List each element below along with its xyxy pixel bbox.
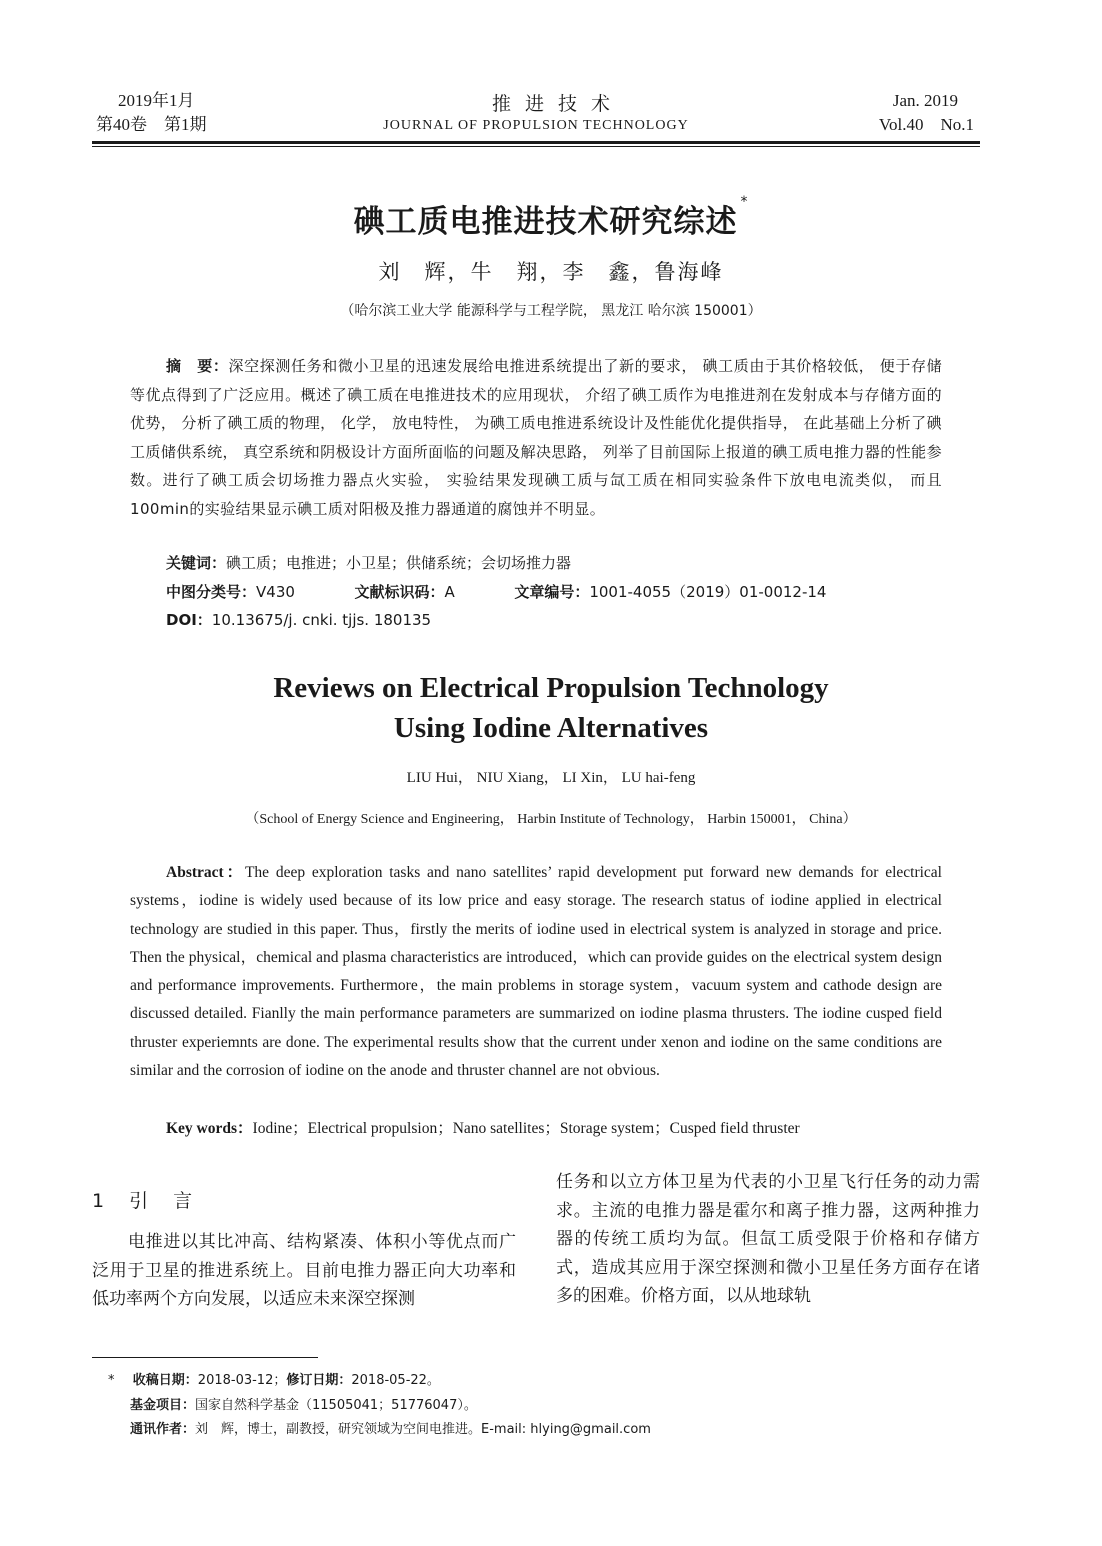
- abstract-cn-text: 深空探测任务和微小卫星的迅速发展给电推进系统提出了新的要求， 碘工质由于其价格较低， 便于存储等优点得到了广泛应用。概述了碘工质在电推进技术的应用现状， 介绍了碘工质作为电推进剂在发射成本与存储方面的优势， 分析了碘工质的物理， 化学， 放电特性， 为碘工质电推进系统设计及性能优化提供指导， 在此基础上分析了碘工质储供系统， 真空系统和阴极设计方面所面临的问题及解决思路， 列举了目前国际上报道的碘工质电推力器的性能参数。进行了碘工质会切场推力器点火实验， 实验结果发现碘工质与氙工质在相同实验条件下放电电流类似， 而且100min的实验结果显示碘工质对阳极及推力器通道的腐蚀并不明显。: [130, 357, 942, 518]
- header-volume-cn: 第40卷 第1期: [96, 115, 207, 134]
- abstract-cn: [130, 352, 942, 523]
- abstract-cn-label: 摘 要：: [166, 357, 229, 375]
- section-heading: 1 引 言: [92, 1190, 196, 1212]
- footnote-dates: * 收稿日期：2018-03-12；修订日期：2018-05-22。: [108, 1373, 440, 1388]
- body-column-left: 电推进以其比冲高、结构紧凑、体积小等优点而广泛用于卫星的推进系统上。目前电推力器正向大功率和低功率两个方向发展，以适应未来深空探测: [92, 1232, 516, 1309]
- footnote-fund: 基金项目：国家自然科学基金（11505041；51776047）。: [130, 1398, 477, 1413]
- affiliation-cn: （哈尔滨工业大学 能源科学与工程学院， 黑龙江 哈尔滨 150001）: [340, 303, 762, 319]
- title-footnote-mark: *: [740, 194, 749, 210]
- paper-title-en: Reviews on Electrical Propulsion Technology Using Iodine Alternatives: [273, 672, 829, 744]
- body-column-right: 任务和以立方体卫星为代表的小卫星飞行任务的动力需求。主流的电推力器是霍尔和离子推力器，这两种推力器的传统工质均为氙。但氙工质受限于价格和存储方式，造成其应用于深空探测和微小卫星任务方面存在诸多的困难。价格方面，以从地球轨: [556, 1172, 980, 1306]
- header-rule-thick: [92, 141, 980, 144]
- doi-line: DOI：10.13675/j. cnki. tjjs. 180135: [166, 611, 432, 629]
- header-rule-thin: [92, 146, 980, 147]
- header-volume-en: Vol.40 No.1: [878, 115, 974, 134]
- abstract-en-label: Abstract：: [166, 864, 245, 881]
- authors-en: LIU Hui， NIU Xiang， LI Xin， LU hai-feng: [406, 770, 696, 786]
- abstract-en-text: The deep exploration tasks and nano satellites’ rapid development put forward new demands for electrical systems，iodine is widely used because of its low price and easy storage. The research status of iodine applied in electrical technology are studied in this paper. Thus，firstly the merits of iodine used in electrical system is analyzed in storage and price. Then the physical，chemical and plasma characteristics are introduced，which can provide guides on the electrical system design and performance improvements. Furthermore，the main problems in storage system，vacuum system and cathode design are discussed detailed. Fianlly the main performance parameters are summarized on iodine plasma thrusters. The iodine cusped field thruster experiemnts are done. The experimental results show that the current under xenon and iodine on the same conditions are similar and the corrosion of iodine on the anode and thruster channel are not obvious.: [130, 864, 942, 1080]
- authors-cn: 刘 辉，牛 翔，李 鑫，鲁海峰: [378, 260, 724, 284]
- journal-title-cn: 推进技术: [491, 93, 624, 115]
- paper-title-cn: 碘工质电推进技术研究综述*: [353, 194, 749, 240]
- footnote-author: 通讯作者：刘 辉，博士，副教授，研究领域为空间电推进。E-mail: hlying@gmail.com: [130, 1422, 651, 1437]
- keywords-cn: 关键词：碘工质；电推进；小卫星；供储系统；会切场推力器: [166, 554, 572, 572]
- header-date-cn: 2019年1月: [118, 91, 195, 110]
- affiliation-en: （School of Energy Science and Engineering， Harbin Institute of Technology， Harbin 150001， China）: [245, 812, 857, 827]
- classification-line: 中图分类号：V430 文献标识码：A 文章编号：1001-4055（2019）01-0012-14: [166, 583, 827, 601]
- keywords-en: Key words：Iodine；Electrical propulsion；Nano satellites；Storage system；Cusped field thruster: [166, 1120, 800, 1137]
- header-date-en: Jan. 2019: [892, 91, 958, 110]
- footnote-rule: [92, 1357, 318, 1358]
- abstract-en: [130, 859, 942, 1085]
- journal-title-en: JOURNAL OF PROPULSION TECHNOLOGY: [383, 118, 689, 133]
